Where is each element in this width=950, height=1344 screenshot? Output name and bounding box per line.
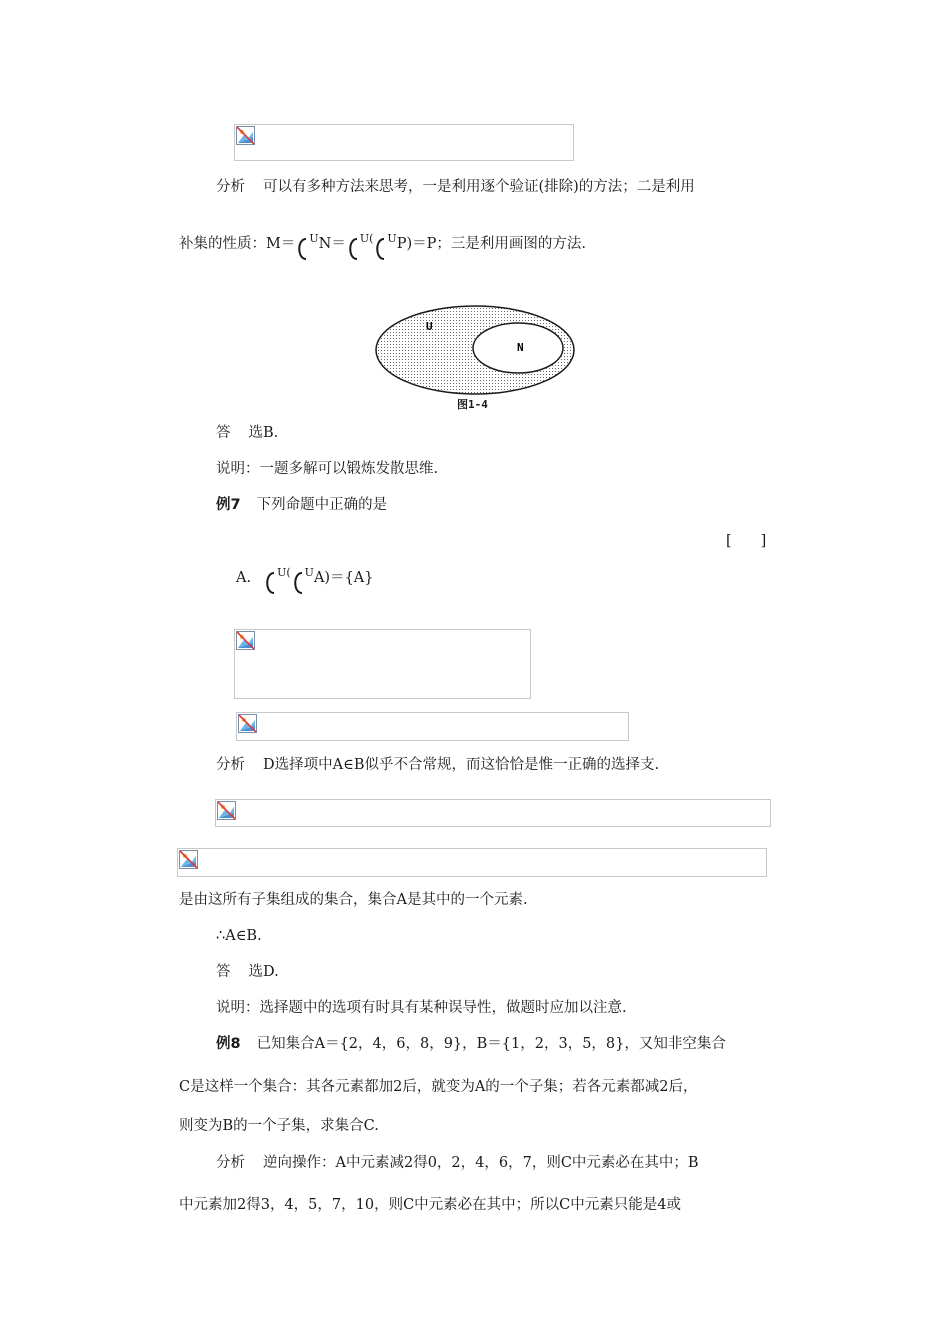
superscript-u: U xyxy=(387,232,397,245)
superscript-u: U xyxy=(304,566,314,579)
example-8-line-1 xyxy=(216,1034,726,1054)
example-8-line-3: 则变为B的一个子集，求集合C. xyxy=(179,1118,379,1134)
answer-2 xyxy=(216,962,279,982)
complement-formula xyxy=(179,234,586,256)
example-label: 例8 xyxy=(216,1036,241,1052)
set-description: 是由这所有子集组成的集合，集合A是其中的一个元素. xyxy=(179,892,528,908)
superscript-u: U xyxy=(277,566,287,579)
analysis-label: 分析 xyxy=(216,1155,245,1171)
complement-symbol-icon xyxy=(373,236,387,256)
analysis-3-line-2: 中元素加2得3，4，5，7，10，则C中元素必在其中；所以C中元素只能是4或 xyxy=(179,1197,681,1213)
broken-image-icon xyxy=(179,850,198,869)
option-label: A. xyxy=(236,570,252,586)
image-placeholder-4 xyxy=(215,799,771,827)
image-placeholder-3 xyxy=(236,712,629,741)
formula-paren: ( xyxy=(369,232,374,245)
label-u: U xyxy=(426,320,433,333)
analysis-2 xyxy=(216,755,659,775)
note-2: 说明：选择题中的选项有时具有某种误导性，做题时应加以注意. xyxy=(216,1000,627,1016)
answer-text: 选B. xyxy=(248,425,279,441)
answer-1 xyxy=(216,423,278,443)
option-text: A)＝{A} xyxy=(313,570,374,586)
analysis-label: 分析 xyxy=(216,179,245,195)
complement-symbol-icon xyxy=(263,570,277,590)
complement-symbol-icon xyxy=(346,236,360,256)
formula-paren: ( xyxy=(286,566,291,579)
venn-diagram xyxy=(372,302,578,398)
image-placeholder-2 xyxy=(234,629,531,699)
note-1: 说明：一题多解可以锻炼发散思维. xyxy=(216,461,439,477)
answer-bracket: [ ] xyxy=(726,533,767,549)
formula-prefix: 补集的性质：M＝ xyxy=(179,236,296,252)
image-placeholder-1 xyxy=(234,124,574,161)
analysis-text: D选择项中A∈B似乎不合常规，而这恰恰是惟一正确的选择支. xyxy=(263,757,660,773)
broken-image-icon xyxy=(236,631,255,650)
analysis-1 xyxy=(216,177,695,197)
example-8-line-2: C是这样一个集合：其各元素都加2后，就变为A的一个子集；若各元素都减2后， xyxy=(179,1079,698,1095)
image-placeholder-5 xyxy=(177,848,767,877)
formula-text-1: N＝ xyxy=(318,236,346,252)
broken-image-icon xyxy=(236,126,255,145)
complement-symbol-icon xyxy=(291,570,305,590)
analysis-text: 可以有多种方法来思考，一是利用逐个验证(排除)的方法；二是利用 xyxy=(263,179,695,195)
analysis-3-line-1 xyxy=(216,1153,699,1173)
example-text: 已知集合A＝{2，4，6，8，9}，B＝{1，2，3，5，8}，又知非空集合 xyxy=(256,1036,726,1052)
superscript-u: U xyxy=(309,232,319,245)
answer-label: 答 xyxy=(216,964,231,980)
answer-label: 答 xyxy=(216,425,231,441)
example-text: 下列命题中正确的是 xyxy=(256,497,388,513)
figure-caption: 图1-4 xyxy=(457,398,488,411)
broken-image-icon xyxy=(217,801,236,820)
answer-text: 选D. xyxy=(248,964,279,980)
example-label: 例7 xyxy=(216,497,241,513)
complement-symbol-icon xyxy=(295,236,309,256)
analysis-label: 分析 xyxy=(216,757,245,773)
analysis-text: 逆向操作：A中元素减2得0，2，4，6，7，则C中元素必在其中；B xyxy=(263,1155,699,1171)
therefore-line: ∴A∈B. xyxy=(216,928,262,944)
superscript-u: U xyxy=(359,232,370,245)
formula-text-2: P)＝P；三是利用画图的方法. xyxy=(396,236,586,252)
option-a xyxy=(236,568,374,590)
example-7 xyxy=(216,495,387,515)
label-n: N xyxy=(517,341,524,354)
broken-image-icon xyxy=(238,714,257,733)
